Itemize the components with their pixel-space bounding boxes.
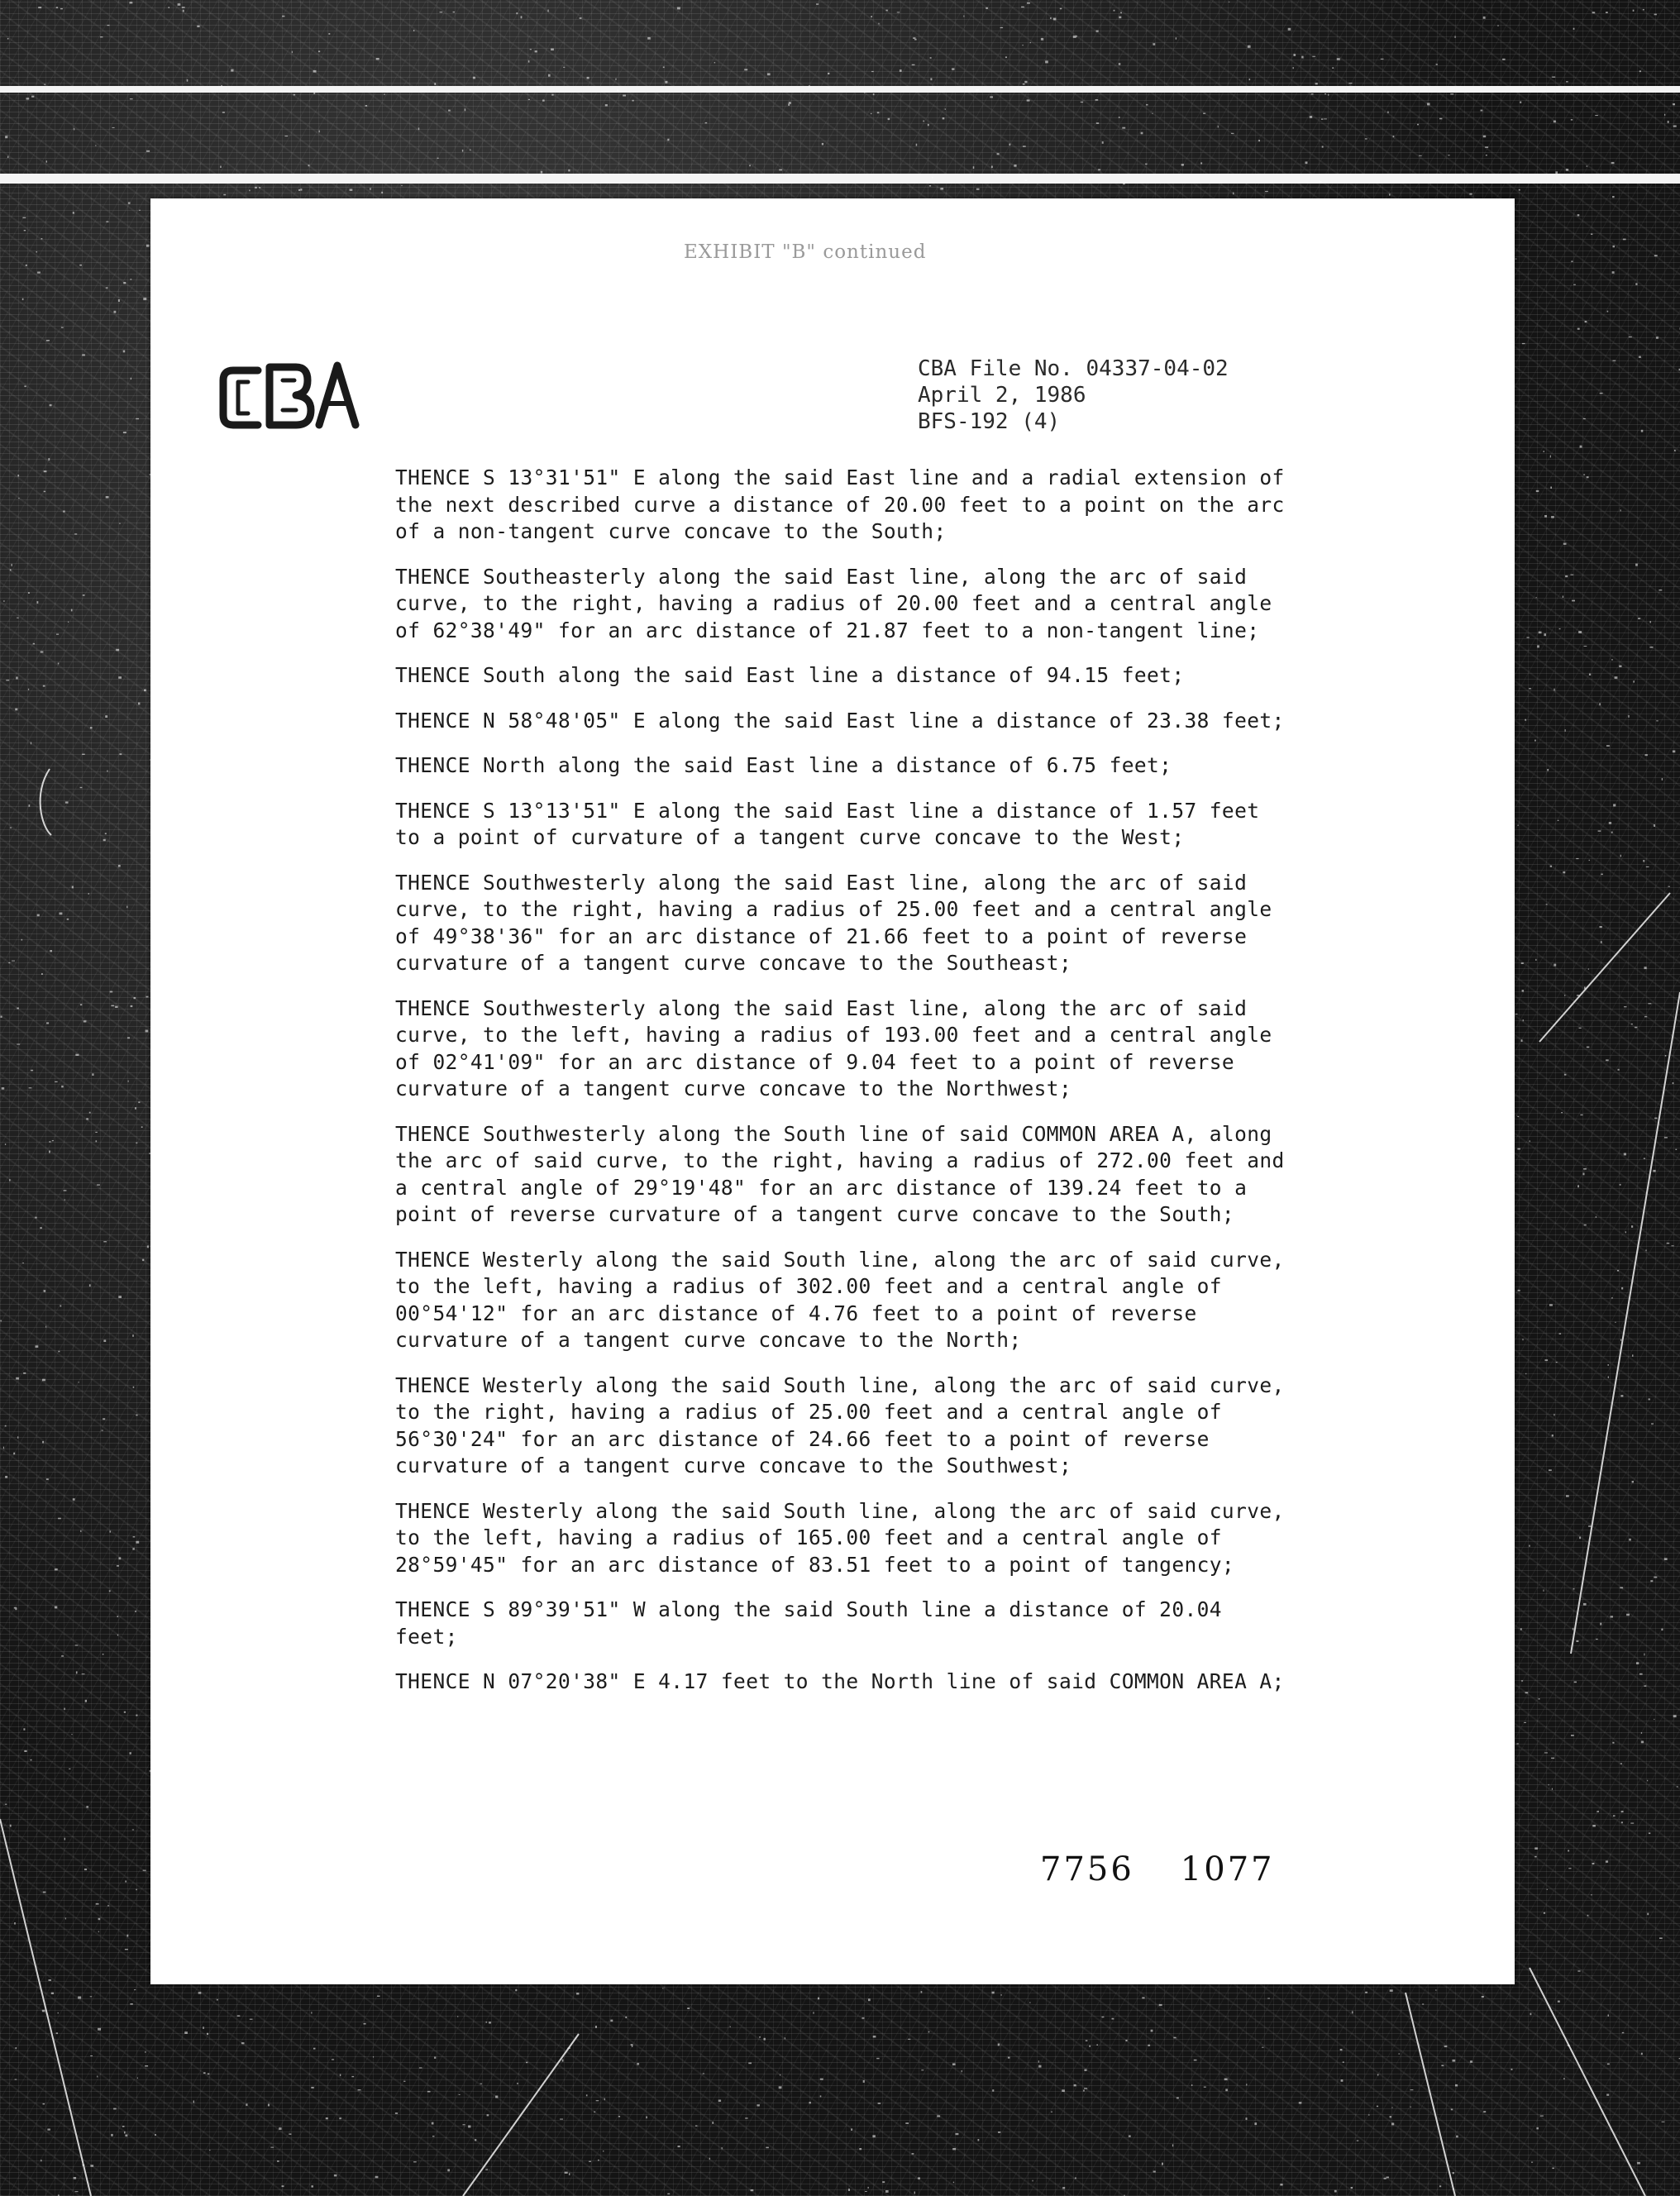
paragraph: THENCE Southwesterly along the said East line, along the arc of said curve, to the right, having a radius of 25.00 feet and a central angle of 49°38'36" for an arc distance of 21.66 feet to a point of reverse curvature of a tangent curve concave to the Southeast; (395, 870, 1272, 975)
book-number: 7756 (1040, 1850, 1134, 1888)
exhibit-header: EXHIBIT "B" continued (684, 241, 927, 263)
legal-description (395, 465, 1420, 1714)
file-info-block (918, 356, 1229, 435)
cba-logo (215, 356, 362, 437)
file-reference: BFS-192 (4) (918, 409, 1061, 434)
paragraph: THENCE Westerly along the said South line, along the arc of said curve, to the left, having a radius of 165.00 feet and a central angle of 28°59'45" for an arc distance of 83.51 feet to a point of tangency; (395, 1498, 1285, 1577)
page-number: 1077 (1180, 1850, 1275, 1888)
paragraph: THENCE N 58°48'05" E along the said East line a distance of 23.38 feet; (395, 708, 1285, 733)
paragraph: THENCE S 13°31'51" E along the said East line and a radial extension of the next described curve a distance of 20.00 feet to a point on the arc of a non-tangent curve concave to the South; (395, 465, 1285, 543)
paragraph: THENCE N 07°20'38" E 4.17 feet to the North line of said COMMON AREA A; (395, 1669, 1285, 1693)
recording-page-number (1040, 1850, 1275, 1888)
document-page (150, 198, 1515, 1984)
paragraph: THENCE Southeasterly along the said East line, along the arc of said curve, to the right, having a radius of 20.00 feet and a central angle of 62°38'49" for an arc distance of 21.87 feet to a non-tangent line; (395, 564, 1272, 642)
paragraph: THENCE South along the said East line a distance of 94.15 feet; (395, 663, 1185, 687)
paragraph: THENCE Southwesterly along the South line of said COMMON AREA A, along the arc of said curve, to the right, having a radius of 272.00 feet and a central angle of 29°19'48" for an arc distance of 139.24 feet to a point of reverse curvature of a tangent curve concave to the South; (395, 1121, 1285, 1226)
paragraph: THENCE North along the said East line a distance of 6.75 feet; (395, 753, 1172, 777)
paragraph: THENCE Westerly along the said South line, along the arc of said curve, to the right, having a radius of 25.00 feet and a central angle of 56°30'24" for an arc distance of 24.66 feet to a point of reverse curvature of a tangent curve concave to the Southwest; (395, 1372, 1285, 1478)
file-number: CBA File No. 04337-04-02 (918, 356, 1229, 381)
file-date: April 2, 1986 (918, 383, 1086, 408)
paragraph: THENCE Westerly along the said South line, along the arc of said curve, to the left, having a radius of 302.00 feet and a central angle of 00°54'12" for an arc distance of 4.76 feet to a point of reverse curvature of a tangent curve concave to the North; (395, 1247, 1285, 1352)
paragraph: THENCE S 89°39'51" W along the said South line a distance of 20.04 feet; (395, 1597, 1222, 1649)
paragraph: THENCE Southwesterly along the said East line, along the arc of said curve, to the left, having a radius of 193.00 feet and a central angle of 02°41'09" for an arc distance of 9.04 feet to a point of reverse curvature of a tangent curve concave to the Northwest; (395, 995, 1272, 1100)
paragraph: THENCE S 13°13'51" E along the said East line a distance of 1.57 feet to a point of curvature of a tangent curve concave to the West; (395, 798, 1260, 849)
